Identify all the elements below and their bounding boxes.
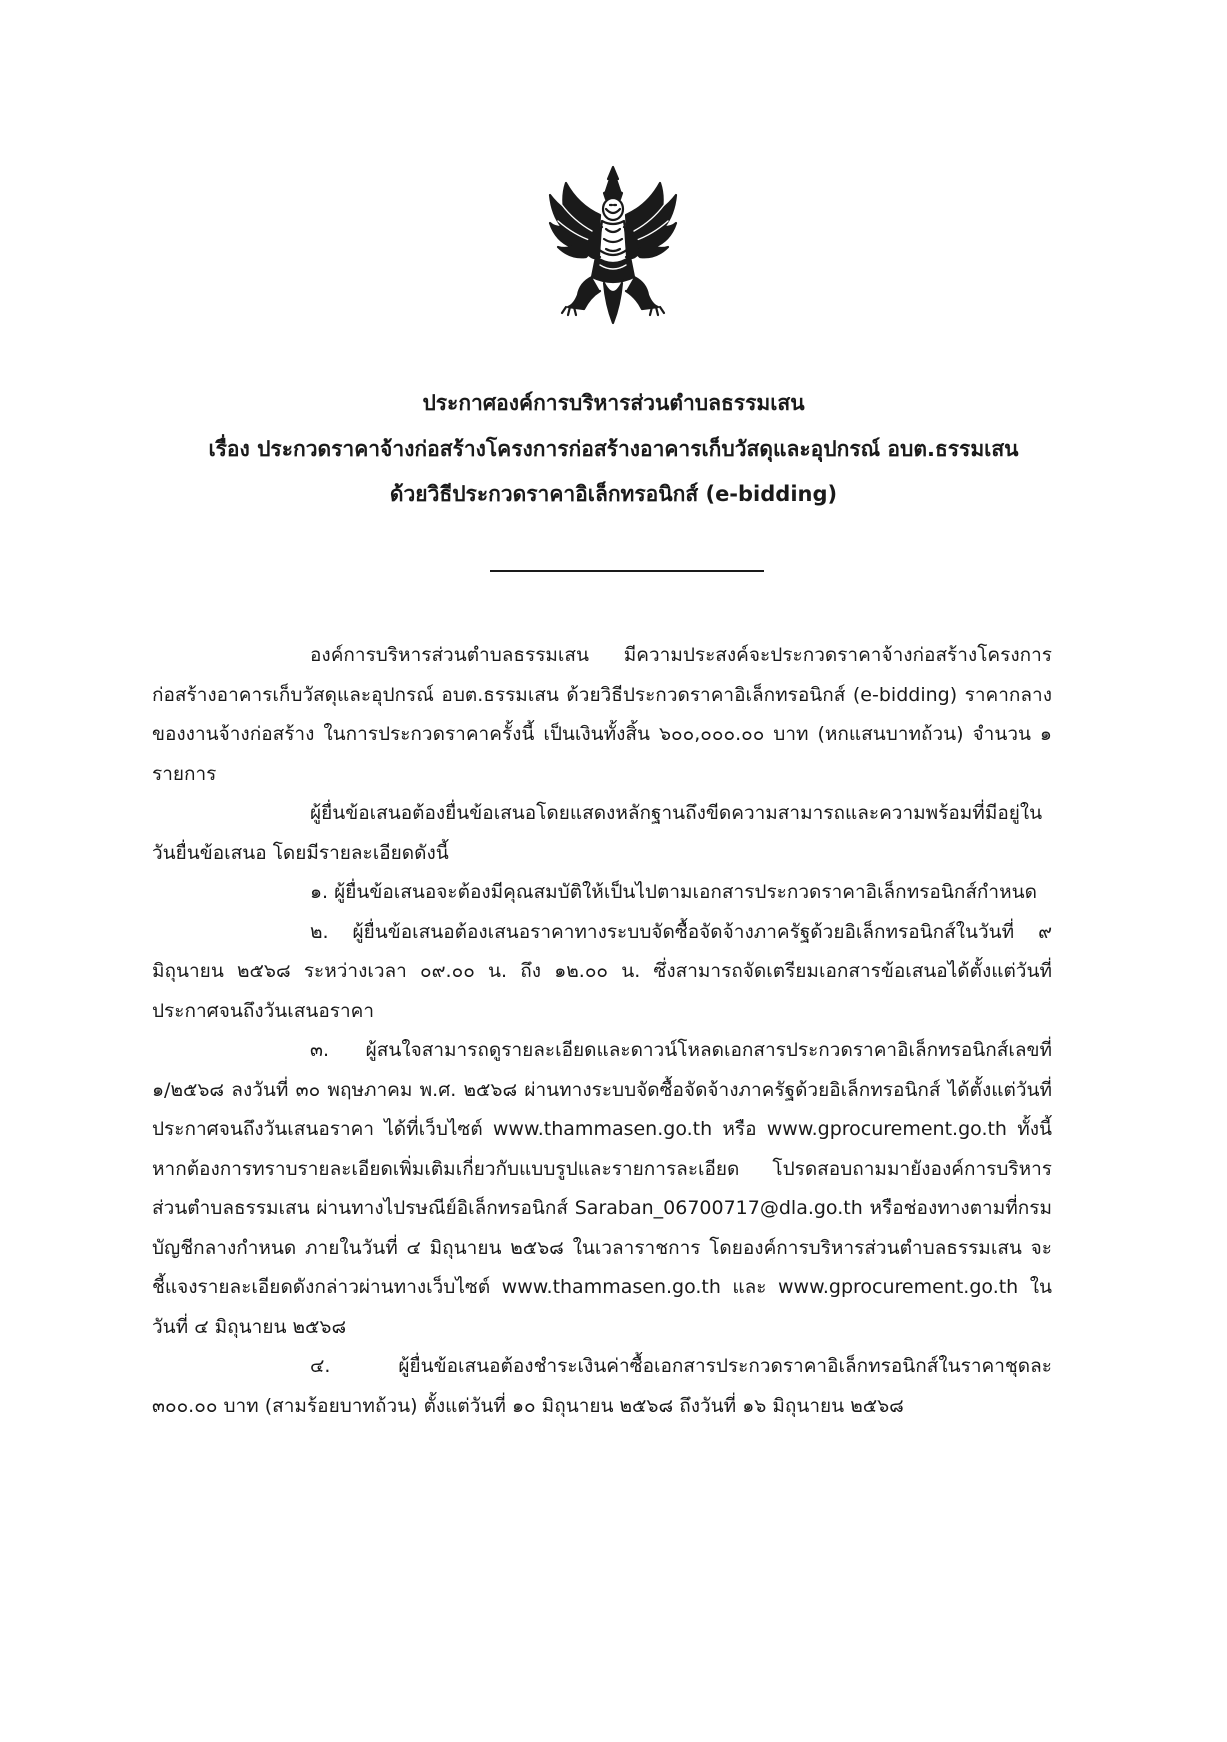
announcement-subject: เรื่อง ประกวดราคาจ้างก่อสร้างโครงการก่อสร้างอาคารเก็บวัสดุและอุปกรณ์ อบต.ธรรมเสน bbox=[208, 437, 1019, 461]
list-item: ๓. ผู้สนใจสามารถดูรายละเอียดและดาวน์โหลดเอกสารประกวดราคาอิเล็กทรอนิกส์เลขที่ ๑/๒๕๖๘ ลงวันที่ ๓๐ พฤษภาคม พ.ศ. ๒๕๖๘ ผ่านทางระบบจัดซื้อจัดจ้างภาครัฐด้วยอิเล็กทรอนิกส์ ได้ตั้งแต่วันที่ประกาศจนถึงวันเสนอราคา ได้ที่เว็บไซต์ www.thammasen.go.th หรือ www.gprocurement.go.th ทั้งนี้ หากต้องการทราบรายละเอียดเพิ่มเติมเกี่ยวกับแบบรูปและรายการละเอียด โปรดสอบถามมายังองค์การบริหารส่วนตำบลธรรมเสน ผ่านทางไปรษณีย์อิเล็กทรอนิกส์ Saraban_06700717@dla.go.th หรือช่องทางตามที่กรมบัญชีกลางกำหนด ภายในวันที่ ๔ มิถุนายน ๒๕๖๘ ในเวลาราชการ โดยองค์การบริหารส่วนตำบลธรรมเสน จะชี้แจงรายละเอียดดังกล่าวผ่านทางเว็บไซต์ www.thammasen.go.th และ www.gprocurement.go.th ในวันที่ ๔ มิถุนายน ๒๕๖๘ bbox=[152, 1039, 1052, 1338]
announcement-method: ด้วยวิธีประกวดราคาอิเล็กทรอนิกส์ (e-bidding) bbox=[389, 482, 838, 506]
list-item: ๔. ผู้ยื่นข้อเสนอต้องชำระเงินค่าซื้อเอกสารประกวดราคาอิเล็กทรอนิกส์ในราคาชุดละ ๓๐๐.๐๐ บาท (สามร้อยบาทถ้วน) ตั้งแต่วันที่ ๑๐ มิถุนายน ๒๕๖๘ ถึงวันที่ ๑๖ มิถุนายน ๒๕๖๘ bbox=[152, 1355, 1052, 1417]
list-item: ๑. ผู้ยื่นข้อเสนอจะต้องมีคุณสมบัติให้เป็นไปตามเอกสารประกวดราคาอิเล็กทรอนิกส์กำหนด bbox=[310, 881, 1037, 903]
heading-divider bbox=[490, 570, 764, 572]
intro-paragraph: องค์การบริหารส่วนตำบลธรรมเสน มีความประสงค์จะประกวดราคาจ้างก่อสร้างโครงการก่อสร้างอาคารเก็บวัสดุและอุปกรณ์ อบต.ธรรมเสน ด้วยวิธีประกวดราคาอิเล็กทรอนิกส์ (e-bidding) ราคากลางของงานจ้างก่อสร้าง ในการประกวดราคาครั้งนี้ เป็นเงินทั้งสิ้น ๖๐๐,๐๐๐.๐๐ บาท (หกแสนบาทถ้วน) จำนวน ๑ รายการ bbox=[152, 644, 1052, 785]
list-item: ๒. ผู้ยื่นข้อเสนอต้องเสนอราคาทางระบบจัดซื้อจัดจ้างภาครัฐด้วยอิเล็กทรอนิกส์ในวันที่ ๙ มิถุนายน ๒๕๖๘ ระหว่างเวลา ๐๙.๐๐ น. ถึง ๑๒.๐๐ น. ซึ่งสามารถจัดเตรียมเอกสารข้อเสนอได้ตั้งแต่วันที่ประกาศจนถึงวันเสนอราคา bbox=[152, 920, 1052, 1022]
garuda-emblem-icon bbox=[548, 165, 678, 325]
announcement-body bbox=[152, 636, 1052, 1426]
announcement-issuer: ประกาศองค์การบริหารส่วนตำบลธรรมเสน bbox=[422, 391, 805, 415]
qualification-paragraph: ผู้ยื่นข้อเสนอต้องยื่นข้อเสนอโดยแสดงหลักฐานถึงขีดความสามารถและความพร้อมที่มีอยู่ใน วันยื่นข้อเสนอ โดยมีรายละเอียดดังนี้ bbox=[152, 802, 1043, 864]
